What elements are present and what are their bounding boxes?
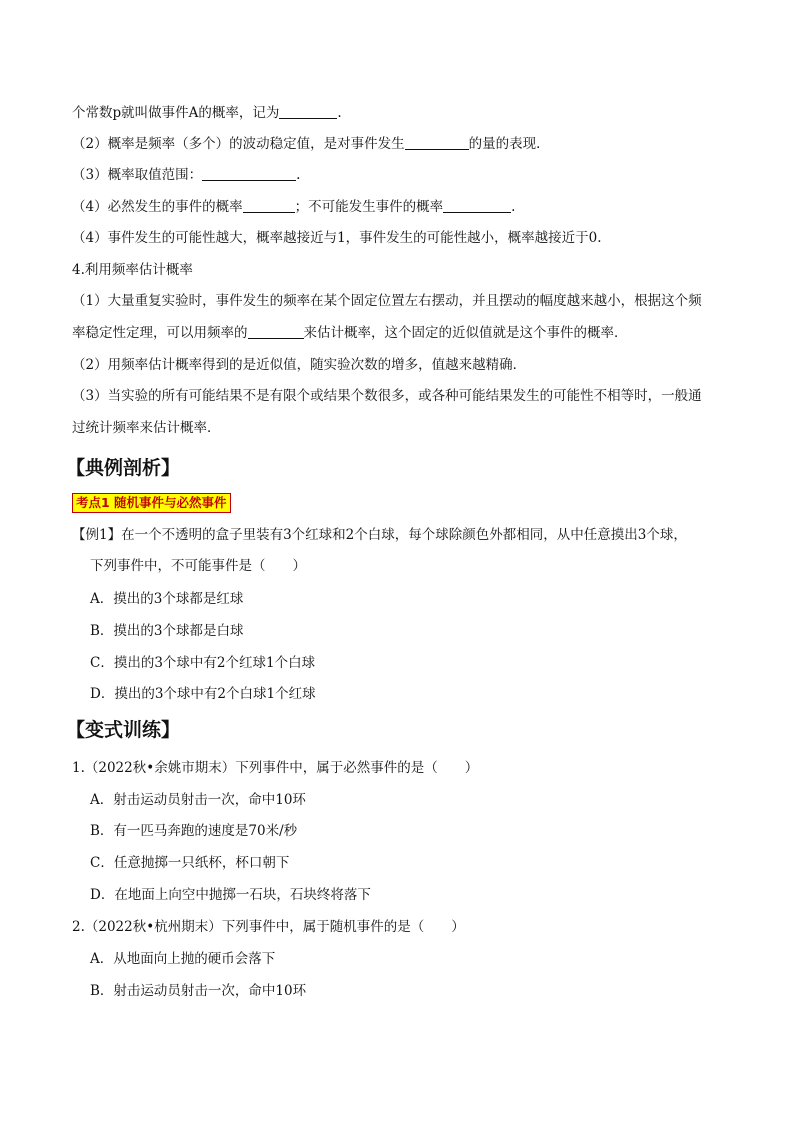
option: C．任意抛掷一只纸杯，杯口朝下 xyxy=(90,855,290,871)
text-line: （4）事件发生的可能性越大，概率越接近与1，事件发生的可能性越小，概率越接近于0. xyxy=(72,230,602,246)
question-stem: 2.（2022秋•杭州期末）下列事件中，属于随机事件的是（ ） xyxy=(72,919,465,935)
text-line: （2）概率是频率（多个）的波动稳定值，是对事件发生 的量的表现． xyxy=(72,136,550,152)
text-line: （2）用频率估计概率得到的是近似值，随实验次数的增多，值越来越精确． xyxy=(72,357,527,373)
answer-blank xyxy=(405,135,469,150)
option: A．射击运动员射击一次，命中10环 xyxy=(90,792,306,808)
example-stem: 下列事件中，不可能事件是（ ） xyxy=(90,558,306,574)
section-heading: 【变式训练】 xyxy=(66,719,181,741)
answer-blank xyxy=(279,104,337,119)
question-stem: 1.（2022秋•余姚市期末）下列事件中，属于必然事件的是（ ） xyxy=(72,760,479,776)
example-stem: 【例1】在一个不透明的盒子里装有3个红球和2个白球，每个球除颜色外都相同，从中任意摸出3个球， xyxy=(72,527,687,543)
subsection-heading: 4.利用频率估计概率 xyxy=(72,262,193,278)
text-line: （4）必然发生的事件的概率 ；不可能发生事件的概率 . xyxy=(72,199,516,215)
text-line: 过统计频率来估计概率． xyxy=(72,420,221,436)
text-line: 率稳定性定理，可以用频率的 来估计概率，这个固定的近似值就是这个事件的概率． xyxy=(72,325,628,341)
option: C．摸出的3个球中有2个红球1个白球 xyxy=(90,655,316,671)
option: A．从地面向上抛的硬币会落下 xyxy=(90,951,276,967)
text-line: （3）概率取值范围： . xyxy=(72,167,301,183)
section-heading: 【典例剖析】 xyxy=(66,457,181,479)
option: B．摸出的3个球都是白球 xyxy=(90,623,244,639)
text-line: （1）大量重复实验时，事件发生的频率在某个固定位置左右摆动，并且摆动的幅度越来越小，根据这个频 xyxy=(72,293,702,309)
option: B．有一匹马奔跑的速度是70米/秒 xyxy=(90,823,298,839)
answer-blank xyxy=(202,166,296,181)
text-line: 个常数p就叫做事件A的概率，记为 . xyxy=(72,105,342,121)
text-line: （3）当实验的所有可能结果不是有限个或结果个数很多，或各种可能结果发生的可能性不相等时，一般通 xyxy=(72,388,702,404)
option: A．摸出的3个球都是红球 xyxy=(90,591,244,607)
answer-blank xyxy=(248,324,304,339)
topic-tag: 考点1 随机事件与必然事件 xyxy=(72,493,231,513)
answer-blank xyxy=(243,198,295,213)
option: B．射击运动员射击一次，命中10环 xyxy=(90,983,307,999)
answer-blank xyxy=(443,198,511,213)
option: D．摸出的3个球中有2个白球1个红球 xyxy=(90,686,316,702)
option: D．在地面上向空中抛掷一石块，石块终将落下 xyxy=(90,887,371,903)
